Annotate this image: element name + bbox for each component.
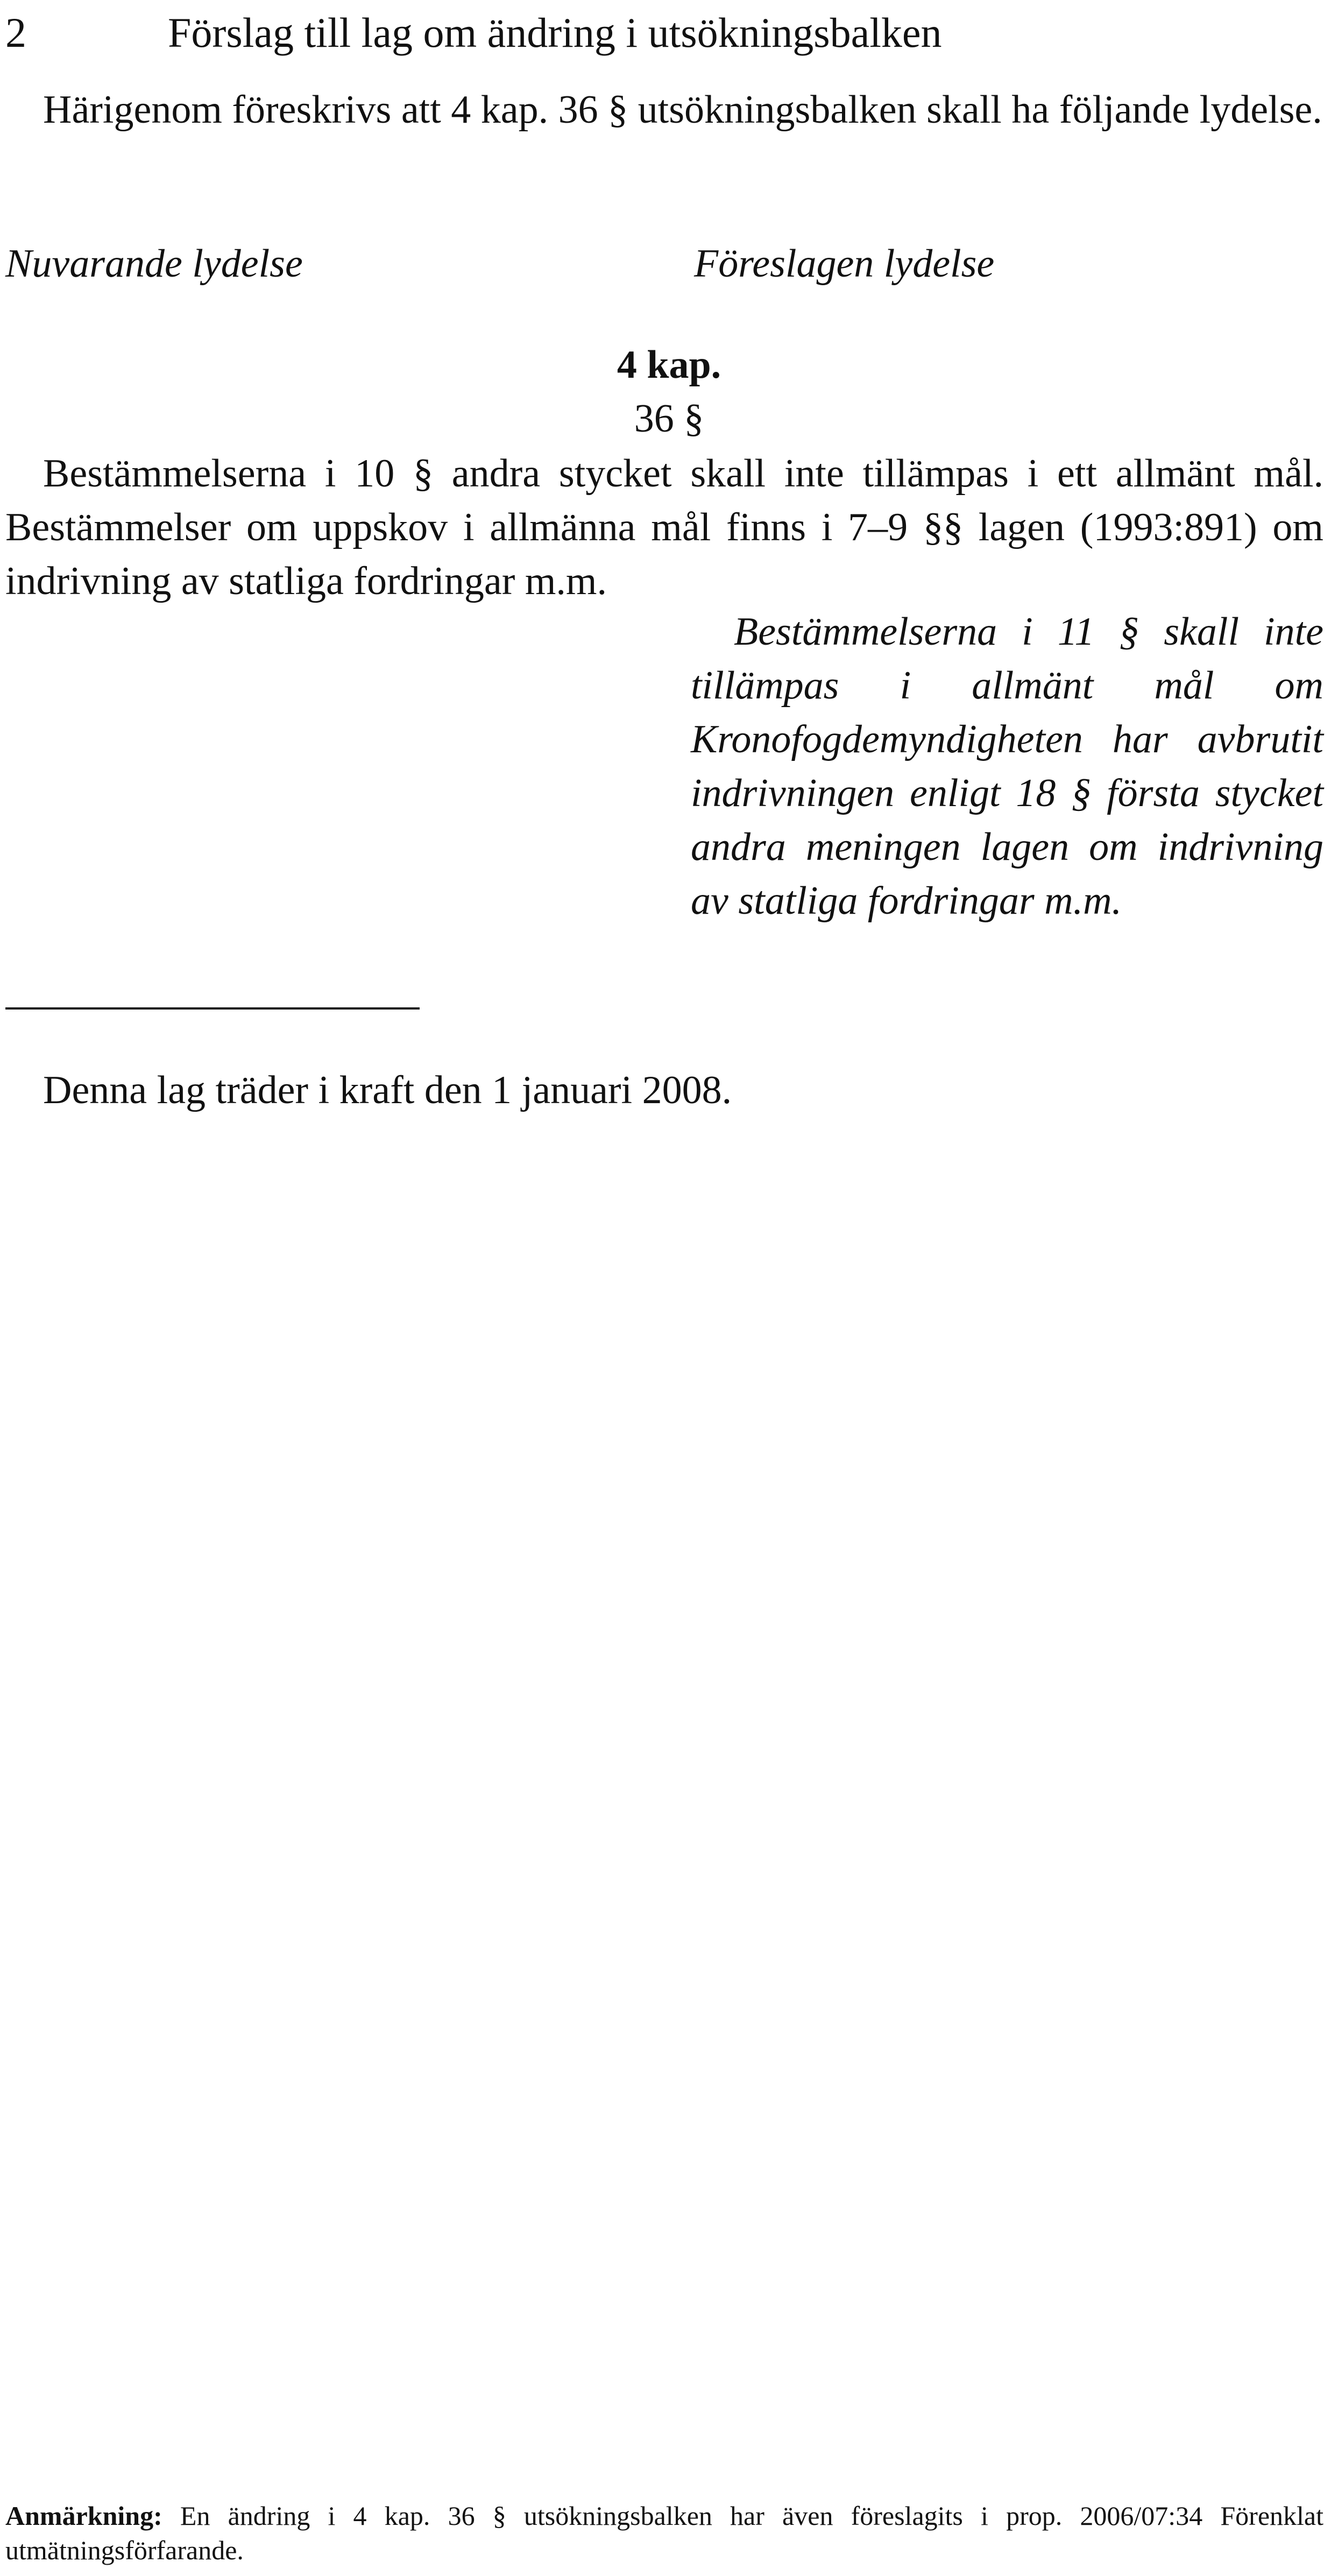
common-paragraph: Bestämmelserna i 10 § andra stycket skall inte tillämpas i ett allmänt mål. Bestämmelser om uppskov i allmänna mål finns i 7–9 §§ lagen (1993:891) om indrivning av statliga fordringar m.m. — [5, 451, 1323, 603]
section-number: 2 — [5, 9, 26, 56]
effective-date: Denna lag träder i kraft den 1 januari 2008. — [43, 1068, 732, 1112]
chapter-heading: 4 kap. — [617, 343, 721, 387]
separator-rule — [5, 1007, 420, 1010]
intro-paragraph: Härigenom föreskrivs att 4 kap. 36 § utsökningsbalken skall ha följande lydelse. — [43, 88, 1322, 132]
footnote-label: Anmärkning: — [5, 2501, 162, 2531]
column-header-current: Nuvarande lydelse — [5, 242, 303, 286]
proposed-paragraph: Bestämmelserna i 11 § skall inte tillämpas i allmänt mål om Kronofogdemyndigheten har avbrutit indrivningen enligt 18 § första stycket andra meningen lagen om indrivning av statliga fordringar m.m. — [691, 610, 1323, 923]
page-title: Förslag till lag om ändring i utsökningsbalken — [168, 9, 942, 56]
footnote-text: En ändring i 4 kap. 36 § utsökningsbalken har även föreslagits i prop. 2006/07:34 Förenklat utmätningsförfarande. — [5, 2501, 1323, 2565]
paragraph-heading: 36 § — [634, 397, 704, 441]
footnote — [5, 2499, 1323, 2567]
column-header-proposed: Föreslagen lydelse — [694, 242, 995, 286]
